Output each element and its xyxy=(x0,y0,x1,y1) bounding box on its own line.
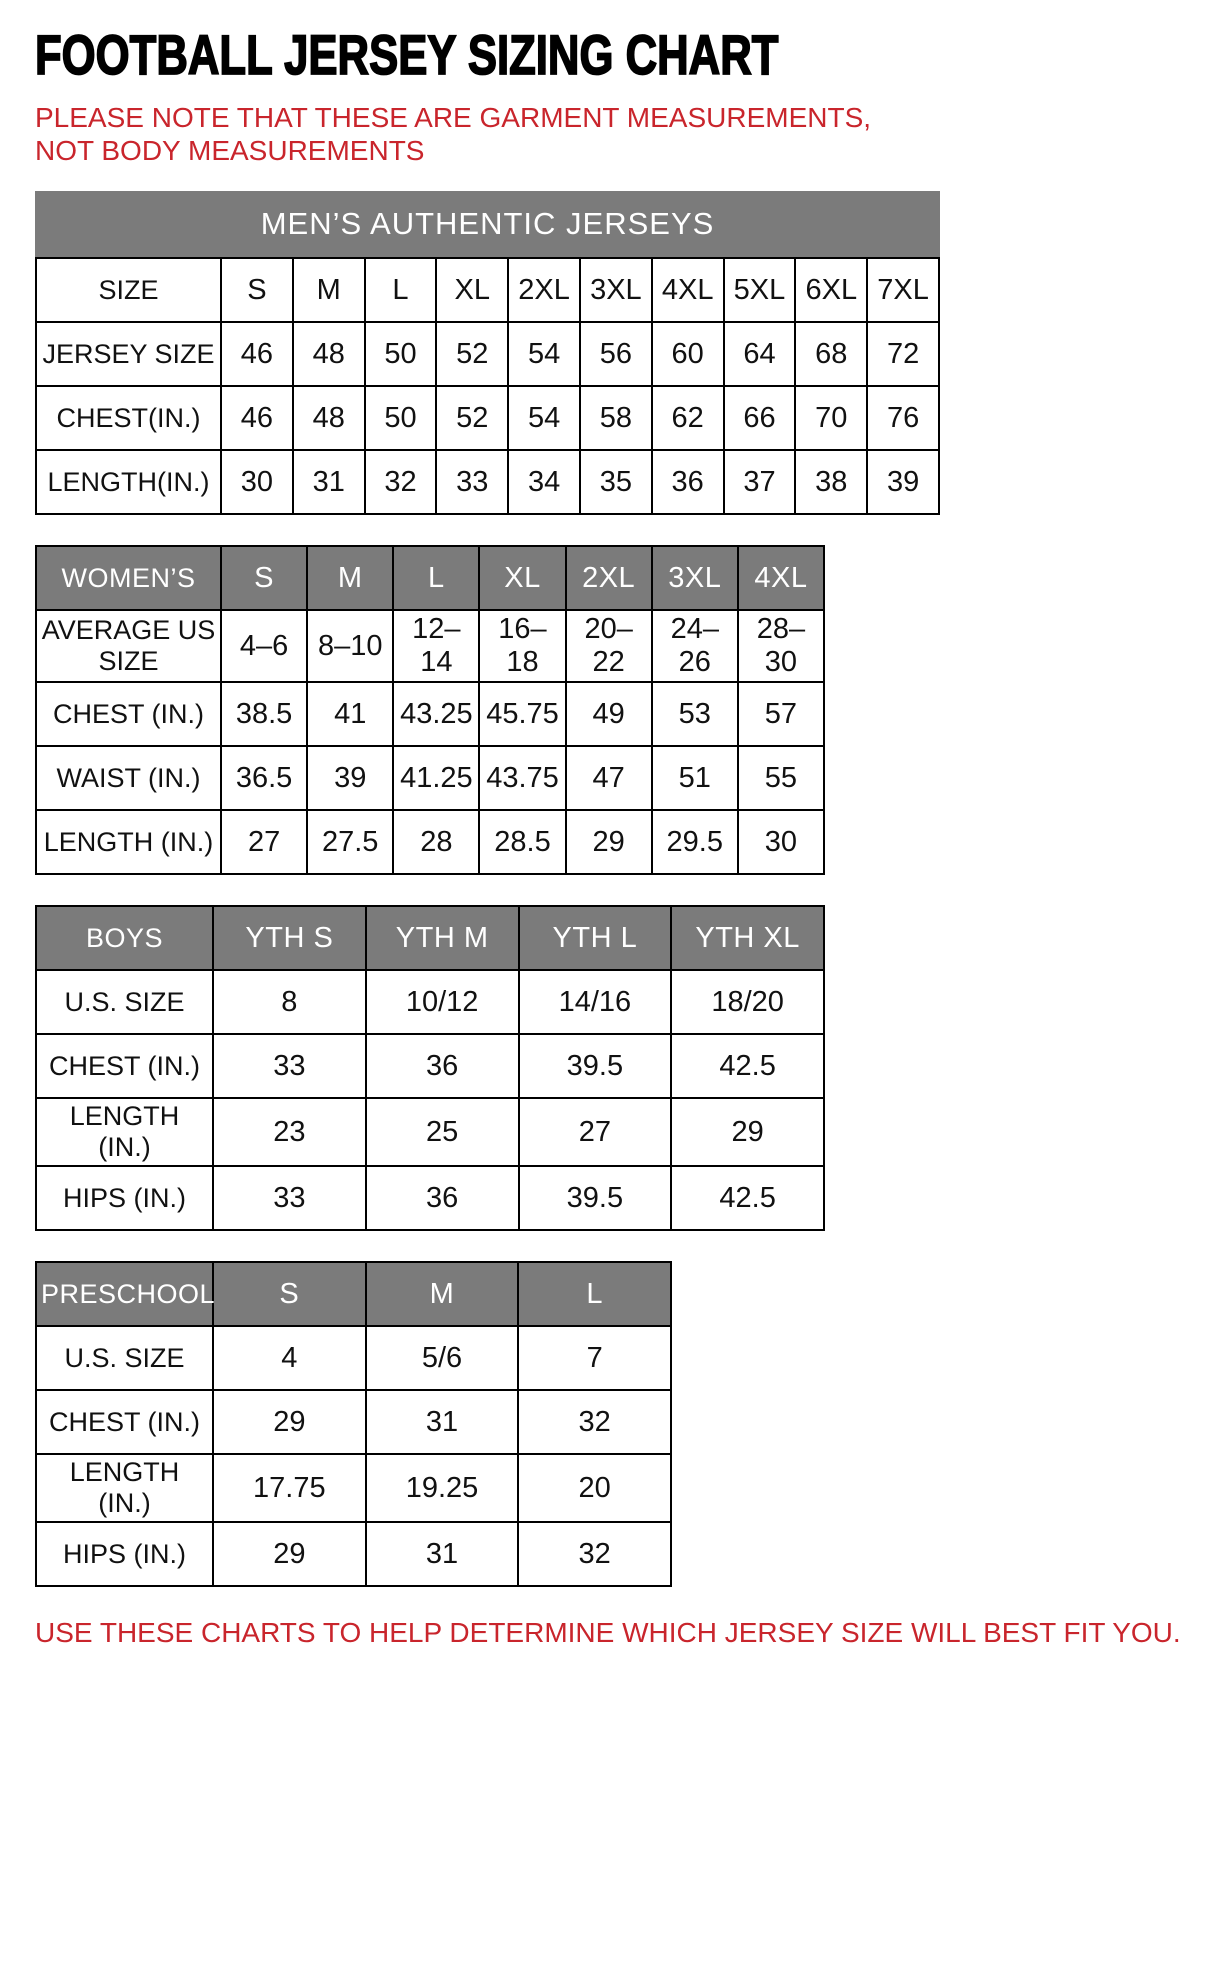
row-label: LENGTH (IN.) xyxy=(36,1098,213,1166)
row-label: LENGTH(IN.) xyxy=(36,450,221,514)
value-cell: 45.75 xyxy=(479,682,565,746)
value-cell: 54 xyxy=(508,386,580,450)
value-cell: 2XL xyxy=(508,258,580,322)
row-label: U.S. SIZE xyxy=(36,1326,213,1390)
value-cell: 39 xyxy=(307,746,393,810)
value-cell: 49 xyxy=(566,682,652,746)
value-cell: 24–26 xyxy=(652,610,738,682)
row-label: AVERAGE US SIZE xyxy=(36,610,221,682)
size-column-header: 3XL xyxy=(652,546,738,610)
value-cell: 8 xyxy=(213,970,366,1034)
value-cell: 46 xyxy=(221,322,293,386)
value-cell: 28 xyxy=(393,810,479,874)
value-cell: 36 xyxy=(366,1166,519,1230)
value-cell: 72 xyxy=(867,322,939,386)
value-cell: 31 xyxy=(366,1522,519,1586)
value-cell: 32 xyxy=(365,450,437,514)
value-cell: 47 xyxy=(566,746,652,810)
value-cell: 8–10 xyxy=(307,610,393,682)
table-header-row xyxy=(36,906,824,970)
row-label: SIZE xyxy=(36,258,221,322)
value-cell: S xyxy=(221,258,293,322)
mens-table-section xyxy=(35,191,940,515)
row-label: LENGTH (IN.) xyxy=(36,1454,213,1522)
value-cell: 58 xyxy=(580,386,652,450)
value-cell: 32 xyxy=(518,1522,671,1586)
value-cell: 56 xyxy=(580,322,652,386)
value-cell: 48 xyxy=(293,386,365,450)
value-cell: 43.25 xyxy=(393,682,479,746)
row-label: WAIST (IN.) xyxy=(36,746,221,810)
table-row xyxy=(36,1390,671,1454)
value-cell: 18/20 xyxy=(671,970,824,1034)
table-row xyxy=(36,1166,824,1230)
table-row xyxy=(36,386,939,450)
size-column-header: L xyxy=(393,546,479,610)
value-cell: 41 xyxy=(307,682,393,746)
table-row xyxy=(36,810,824,874)
value-cell: 38.5 xyxy=(221,682,307,746)
value-cell: 16–18 xyxy=(479,610,565,682)
value-cell: 20–22 xyxy=(566,610,652,682)
value-cell: 29 xyxy=(566,810,652,874)
size-column-header: YTH L xyxy=(519,906,672,970)
value-cell: 68 xyxy=(795,322,867,386)
size-column-header: M xyxy=(307,546,393,610)
value-cell: 27 xyxy=(519,1098,672,1166)
value-cell: 53 xyxy=(652,682,738,746)
value-cell: 20 xyxy=(518,1454,671,1522)
value-cell: 31 xyxy=(293,450,365,514)
table-row xyxy=(36,1454,671,1522)
value-cell: 19.25 xyxy=(366,1454,519,1522)
row-label: CHEST (IN.) xyxy=(36,682,221,746)
value-cell: 28–30 xyxy=(738,610,824,682)
value-cell: 38 xyxy=(795,450,867,514)
value-cell: 51 xyxy=(652,746,738,810)
value-cell: 29 xyxy=(213,1522,366,1586)
value-cell: 62 xyxy=(652,386,724,450)
value-cell: 32 xyxy=(518,1390,671,1454)
value-cell: 4 xyxy=(213,1326,366,1390)
row-label: CHEST (IN.) xyxy=(36,1390,213,1454)
value-cell: 4–6 xyxy=(221,610,307,682)
mens-sizing-table xyxy=(35,257,940,515)
value-cell: 46 xyxy=(221,386,293,450)
size-column-header: 2XL xyxy=(566,546,652,610)
value-cell: 5XL xyxy=(724,258,796,322)
boys-table-section xyxy=(35,905,825,1231)
table-row xyxy=(36,610,824,682)
value-cell: 70 xyxy=(795,386,867,450)
table-row xyxy=(36,970,824,1034)
value-cell: 36 xyxy=(366,1034,519,1098)
value-cell: 39.5 xyxy=(519,1166,672,1230)
mens-table-banner: MEN’S AUTHENTIC JERSEYS xyxy=(35,191,940,257)
value-cell: 10/12 xyxy=(366,970,519,1034)
size-column-header: YTH XL xyxy=(671,906,824,970)
value-cell: 31 xyxy=(366,1390,519,1454)
value-cell: 7 xyxy=(518,1326,671,1390)
value-cell: 50 xyxy=(365,322,437,386)
value-cell: 54 xyxy=(508,322,580,386)
table-row xyxy=(36,322,939,386)
row-label: CHEST(IN.) xyxy=(36,386,221,450)
row-label: LENGTH (IN.) xyxy=(36,810,221,874)
value-cell: 6XL xyxy=(795,258,867,322)
value-cell: 55 xyxy=(738,746,824,810)
value-cell: L xyxy=(365,258,437,322)
value-cell: 50 xyxy=(365,386,437,450)
footer-note: USE THESE CHARTS TO HELP DETERMINE WHICH JERSEY SIZE WILL BEST FIT YOU. xyxy=(35,1617,1181,1649)
table-row xyxy=(36,1326,671,1390)
value-cell: 33 xyxy=(213,1166,366,1230)
value-cell: 3XL xyxy=(580,258,652,322)
value-cell: 43.75 xyxy=(479,746,565,810)
row-label: HIPS (IN.) xyxy=(36,1166,213,1230)
value-cell: 17.75 xyxy=(213,1454,366,1522)
size-column-header: YTH M xyxy=(366,906,519,970)
table-row xyxy=(36,258,939,322)
preschool-sizing-table xyxy=(35,1261,672,1587)
value-cell: 52 xyxy=(436,322,508,386)
size-column-header: S xyxy=(221,546,307,610)
row-label: JERSEY SIZE xyxy=(36,322,221,386)
table-header-row xyxy=(36,546,824,610)
table-row xyxy=(36,1034,824,1098)
table-header-label: PRESCHOOL xyxy=(36,1262,213,1326)
value-cell: 37 xyxy=(724,450,796,514)
size-column-header: M xyxy=(366,1262,519,1326)
row-label: U.S. SIZE xyxy=(36,970,213,1034)
value-cell: 66 xyxy=(724,386,796,450)
value-cell: 30 xyxy=(738,810,824,874)
table-row xyxy=(36,1098,824,1166)
table-row xyxy=(36,682,824,746)
table-row xyxy=(36,450,939,514)
value-cell: 42.5 xyxy=(671,1166,824,1230)
value-cell: XL xyxy=(436,258,508,322)
page-title: FOOTBALL JERSEY SIZING CHART xyxy=(35,23,779,86)
table-header-row xyxy=(36,1262,671,1326)
size-column-header: XL xyxy=(479,546,565,610)
size-column-header: 4XL xyxy=(738,546,824,610)
size-column-header: YTH S xyxy=(213,906,366,970)
measurement-note: PLEASE NOTE THAT THESE ARE GARMENT MEASUREMENTS, NOT BODY MEASUREMENTS xyxy=(35,102,872,167)
value-cell: 64 xyxy=(724,322,796,386)
table-row xyxy=(36,746,824,810)
womens-sizing-table xyxy=(35,545,825,875)
value-cell: 12–14 xyxy=(393,610,479,682)
value-cell: 39.5 xyxy=(519,1034,672,1098)
table-header-label: BOYS xyxy=(36,906,213,970)
value-cell: 48 xyxy=(293,322,365,386)
value-cell: 35 xyxy=(580,450,652,514)
row-label: CHEST (IN.) xyxy=(36,1034,213,1098)
value-cell: 30 xyxy=(221,450,293,514)
value-cell: 4XL xyxy=(652,258,724,322)
value-cell: 36.5 xyxy=(221,746,307,810)
value-cell: 33 xyxy=(213,1034,366,1098)
size-column-header: S xyxy=(213,1262,366,1326)
value-cell: 27.5 xyxy=(307,810,393,874)
value-cell: M xyxy=(293,258,365,322)
boys-sizing-table xyxy=(35,905,825,1231)
row-label: HIPS (IN.) xyxy=(36,1522,213,1586)
value-cell: 33 xyxy=(436,450,508,514)
value-cell: 5/6 xyxy=(366,1326,519,1390)
value-cell: 41.25 xyxy=(393,746,479,810)
value-cell: 29 xyxy=(671,1098,824,1166)
womens-table-section xyxy=(35,545,825,875)
table-header-label: WOMEN’S xyxy=(36,546,221,610)
value-cell: 60 xyxy=(652,322,724,386)
value-cell: 27 xyxy=(221,810,307,874)
size-column-header: L xyxy=(518,1262,671,1326)
value-cell: 7XL xyxy=(867,258,939,322)
value-cell: 25 xyxy=(366,1098,519,1166)
value-cell: 52 xyxy=(436,386,508,450)
value-cell: 76 xyxy=(867,386,939,450)
table-row xyxy=(36,1522,671,1586)
value-cell: 57 xyxy=(738,682,824,746)
value-cell: 14/16 xyxy=(519,970,672,1034)
value-cell: 34 xyxy=(508,450,580,514)
value-cell: 29 xyxy=(213,1390,366,1454)
value-cell: 42.5 xyxy=(671,1034,824,1098)
preschool-table-section xyxy=(35,1261,672,1587)
value-cell: 36 xyxy=(652,450,724,514)
value-cell: 39 xyxy=(867,450,939,514)
value-cell: 29.5 xyxy=(652,810,738,874)
value-cell: 23 xyxy=(213,1098,366,1166)
value-cell: 28.5 xyxy=(479,810,565,874)
